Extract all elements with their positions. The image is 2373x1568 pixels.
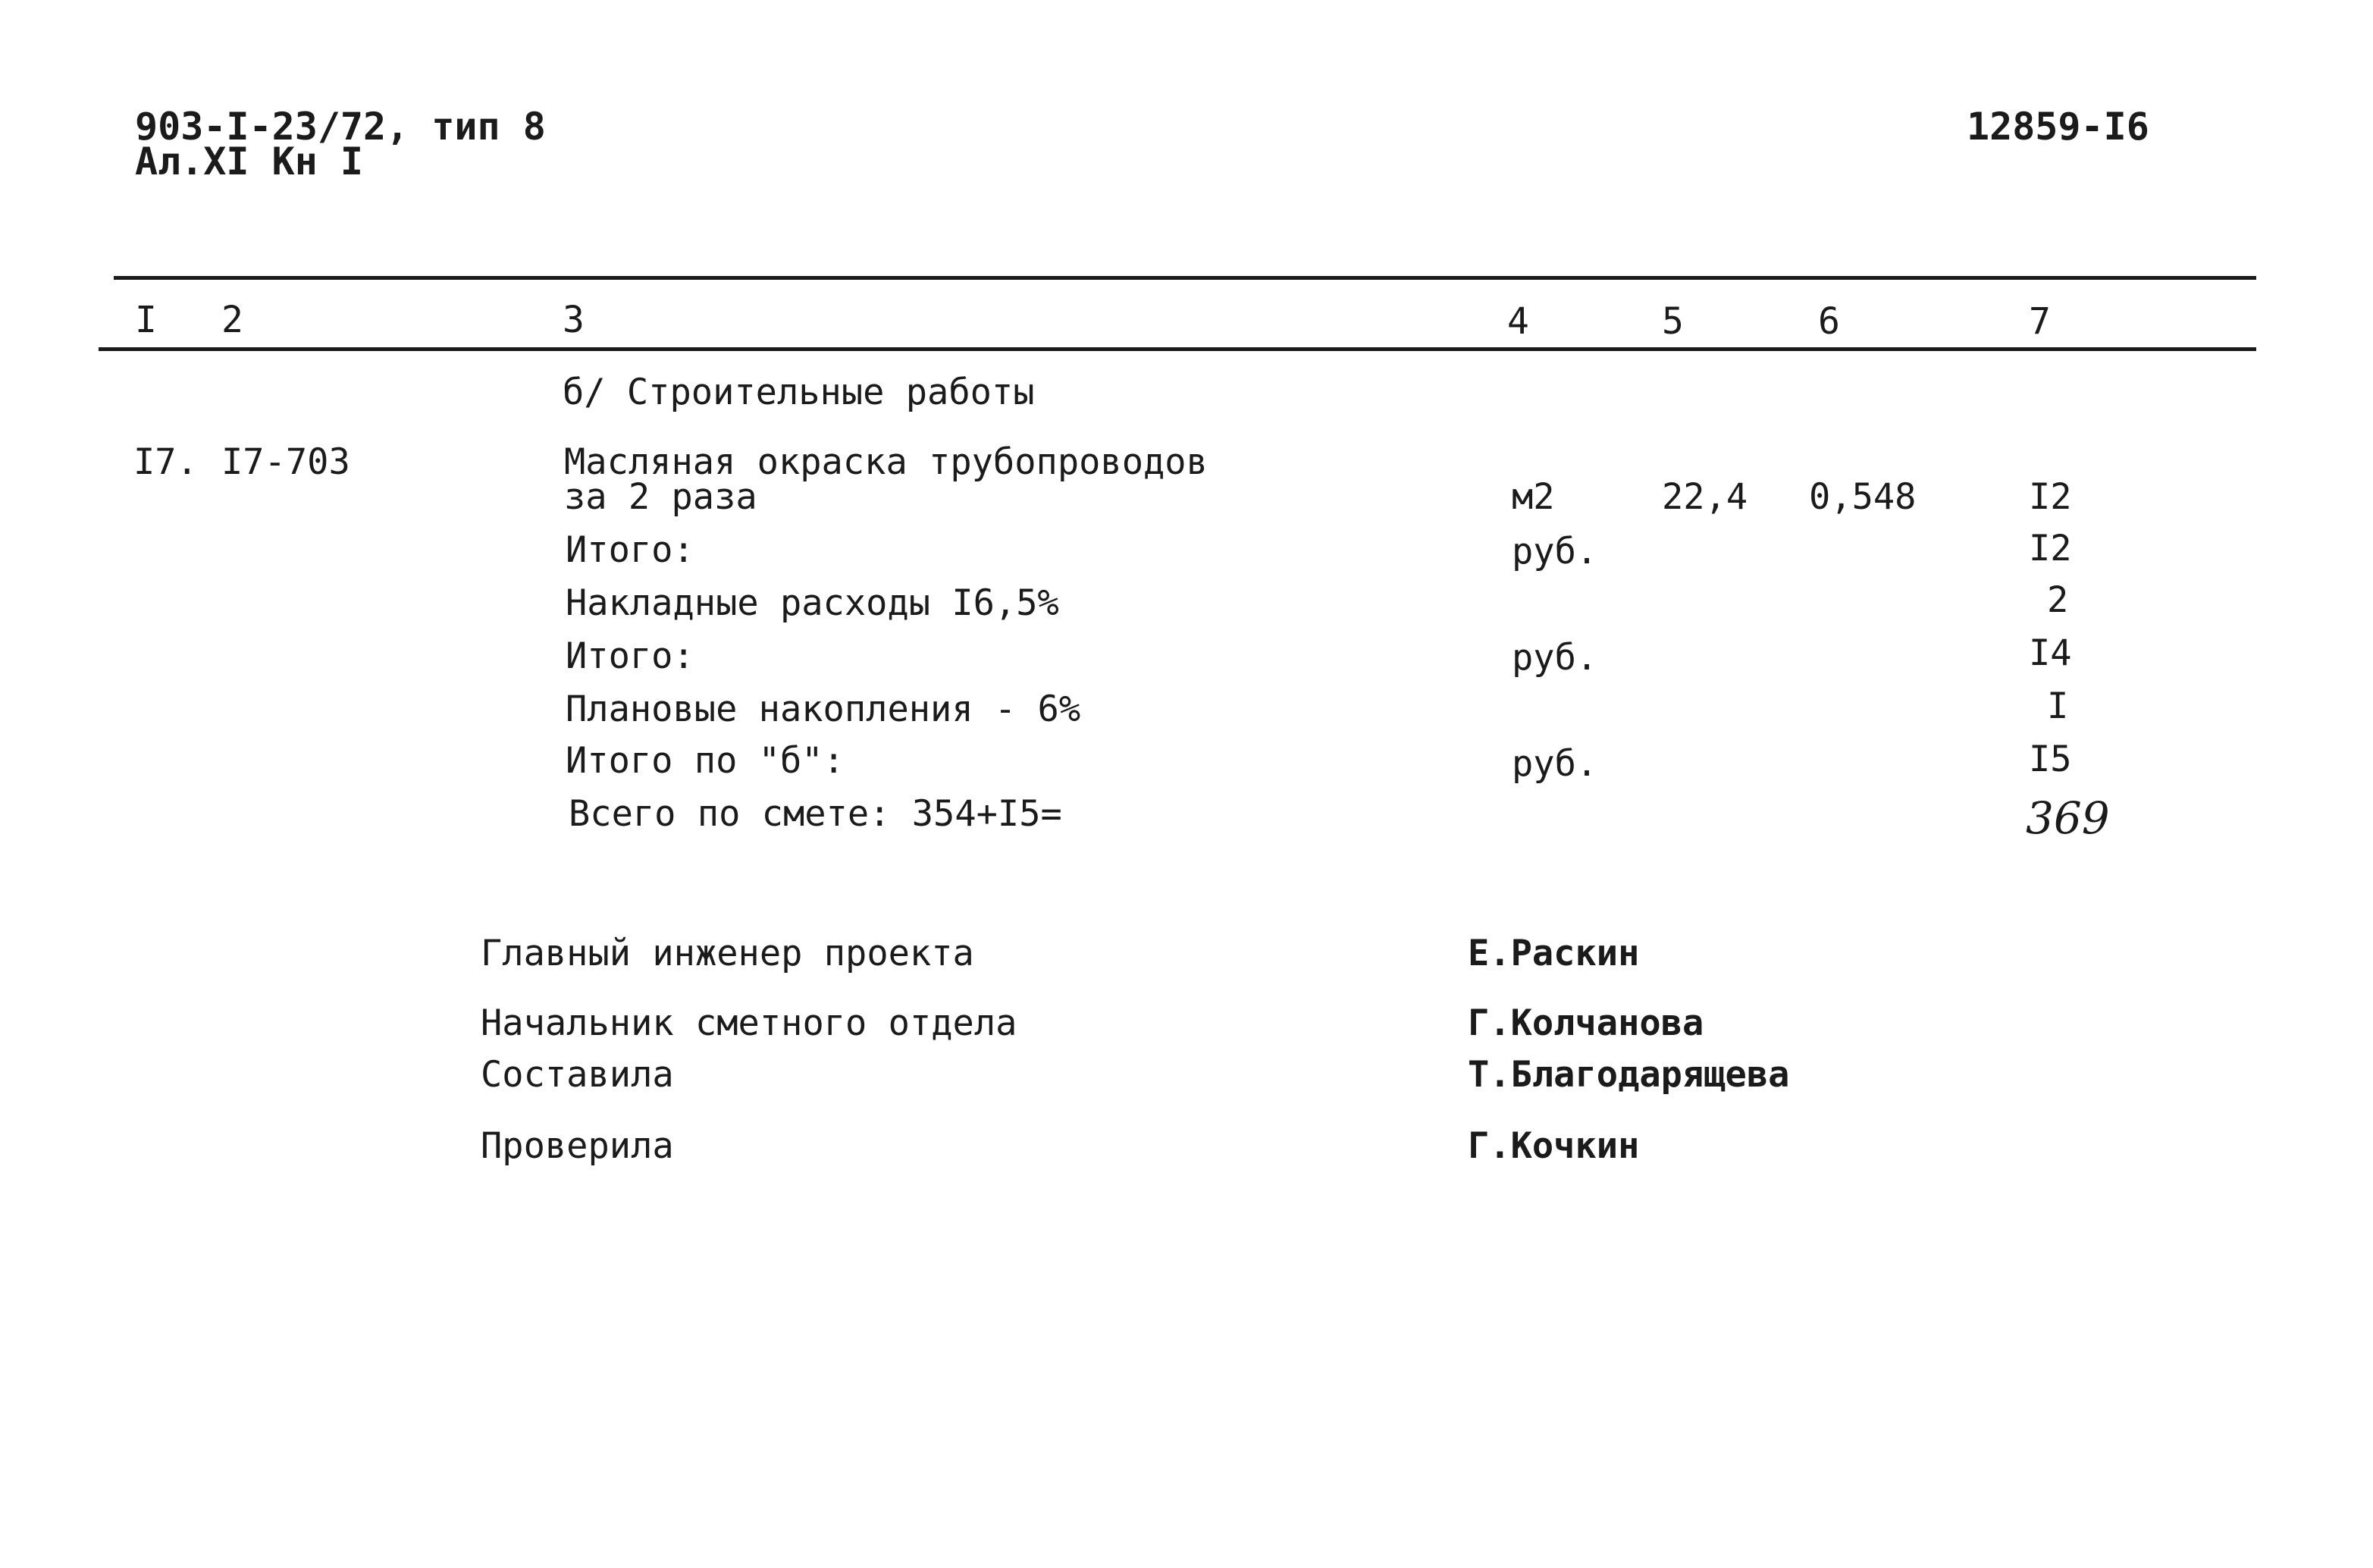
planned-savings-value: I xyxy=(2047,685,2069,727)
column-header-6: 6 xyxy=(1818,300,1840,343)
column-header-1: I xyxy=(135,299,157,341)
signature-person-chief-engineer: Е.Раскин xyxy=(1468,933,1640,974)
signature-role-checked-by: Проверила xyxy=(481,1125,674,1167)
row-code: I7-703 xyxy=(221,441,350,483)
sheet-number: 12859-I6 xyxy=(1967,105,2149,149)
subtotal-label-2: Итого: xyxy=(566,635,694,677)
row-total: I2 xyxy=(2029,476,2072,518)
column-header-4: 4 xyxy=(1507,300,1529,343)
signature-person-checked-by: Г.Кочкин xyxy=(1468,1125,1640,1167)
row-unit-price: 0,548 xyxy=(1809,476,1917,518)
subtotal-unit-2: руб. xyxy=(1512,637,1598,679)
column-header-7: 7 xyxy=(2029,300,2051,343)
section-total-unit: руб. xyxy=(1512,743,1598,785)
row-quantity: 22,4 xyxy=(1662,476,1748,518)
overhead-value: 2 xyxy=(2047,579,2069,621)
column-header-5: 5 xyxy=(1662,300,1684,343)
planned-savings-label: Плановые накопления - 6% xyxy=(566,688,1081,730)
grand-total-label: Всего по смете: 354+I5= xyxy=(569,793,1062,835)
grand-total-value: 369 xyxy=(2026,792,2110,844)
table-header-rule xyxy=(99,347,2256,351)
subtotal-unit: руб. xyxy=(1512,531,1598,572)
subtotal-label: Итого: xyxy=(566,529,694,571)
signature-role-department-head: Начальник сметного отдела xyxy=(481,1002,1017,1044)
signature-person-department-head: Г.Колчанова xyxy=(1468,1002,1704,1044)
subtotal-value-2: I4 xyxy=(2029,632,2072,674)
column-header-2: 2 xyxy=(221,299,243,341)
overhead-label: Накладные расходы I6,5% xyxy=(566,582,1059,624)
section-title: б/ Строительные работы xyxy=(563,372,1035,413)
row-name-line2: за 2 раза xyxy=(564,476,757,518)
album-book-label: Ал.XI Кн I xyxy=(135,140,364,183)
signature-role-compiled-by: Составила xyxy=(481,1054,674,1096)
row-name-line1: Масляная окраска трубопроводов xyxy=(564,441,1208,483)
section-total-label: Итого по "б": xyxy=(566,740,845,782)
document-code: 903-I-23/72, тип 8 xyxy=(135,105,546,149)
section-total-value: I5 xyxy=(2029,739,2072,780)
signature-person-compiled-by: Т.Благодарящева xyxy=(1468,1054,1790,1096)
row-number: I7. xyxy=(133,441,198,483)
row-unit: м2 xyxy=(1512,476,1555,518)
table-top-rule xyxy=(114,276,2256,280)
subtotal-value: I2 xyxy=(2029,528,2072,569)
signature-role-chief-engineer: Главный инженер проекта xyxy=(481,933,974,974)
column-header-3: 3 xyxy=(563,299,585,341)
